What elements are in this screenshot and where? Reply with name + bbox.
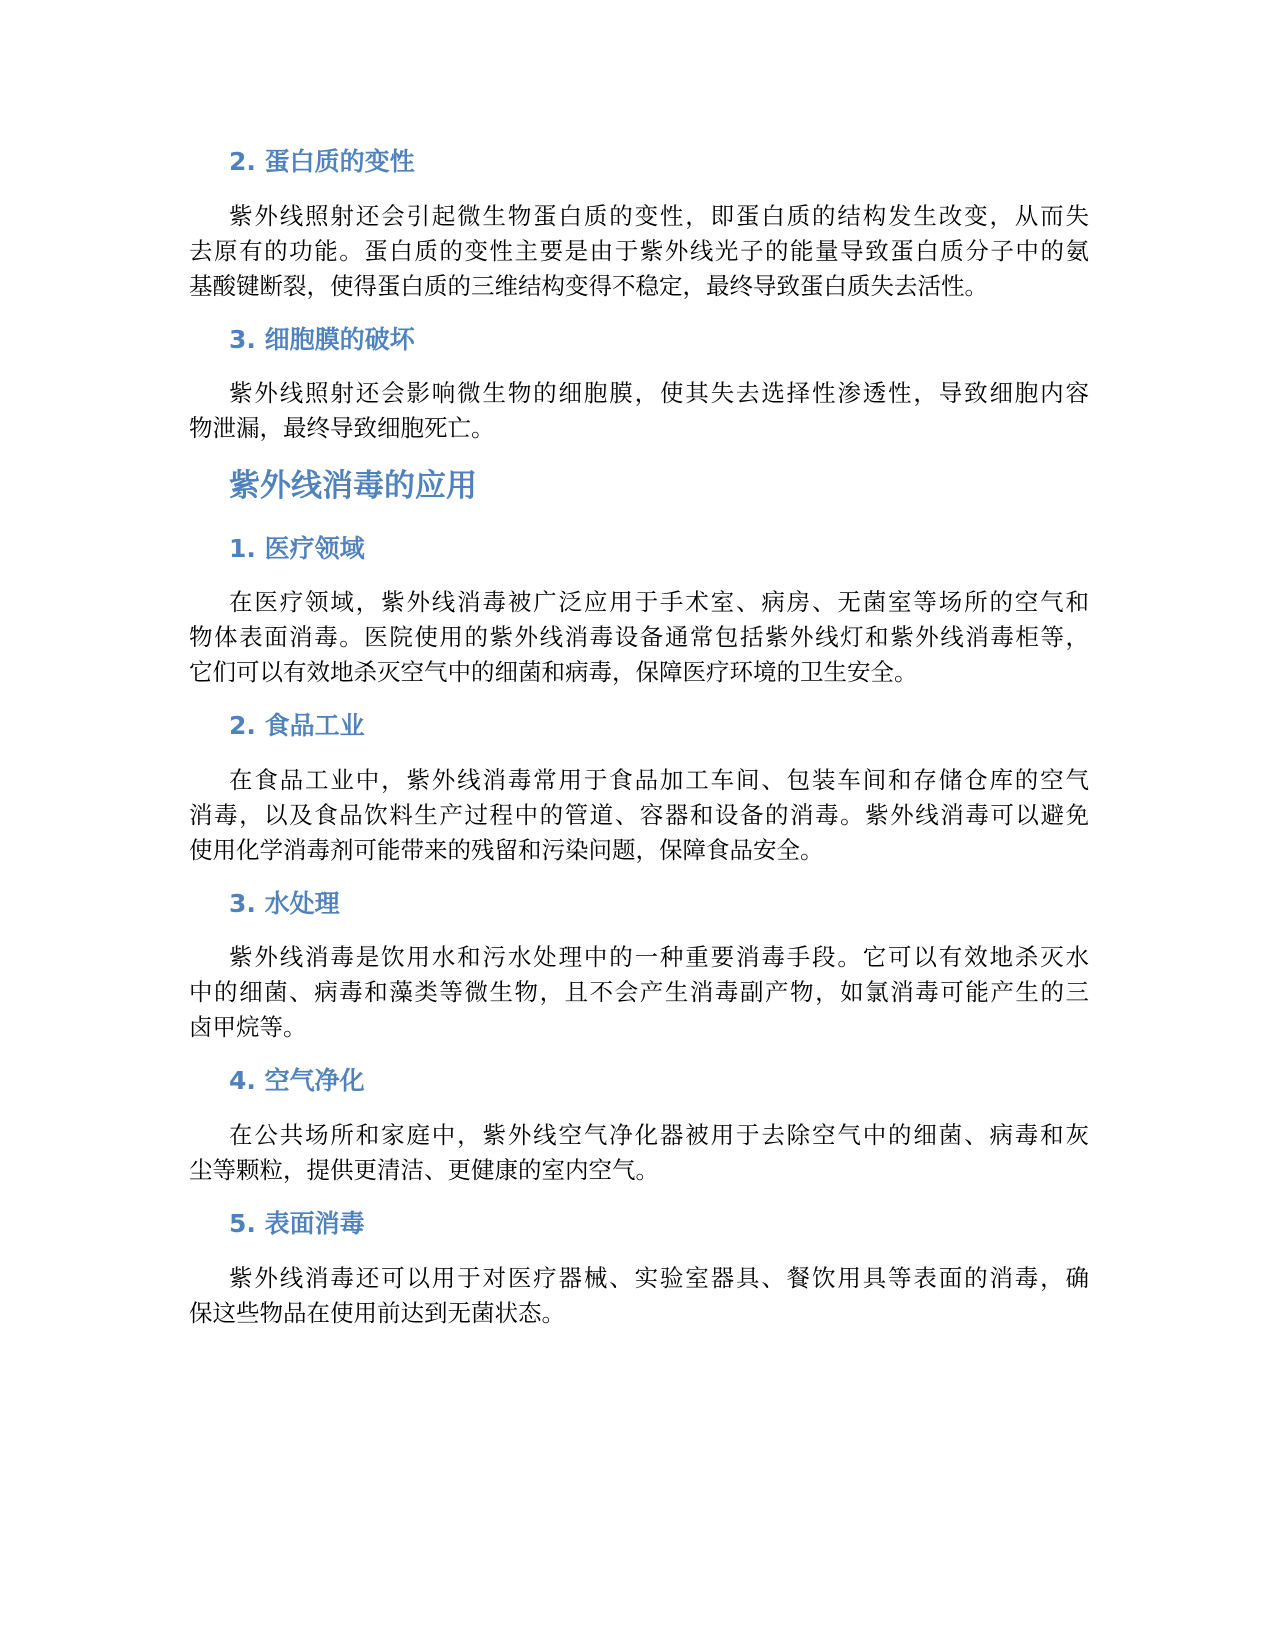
paragraph-line: 物泄漏，最终导致细胞死亡。 bbox=[189, 414, 495, 442]
paragraph-line: 保这些物品在使用前达到无菌状态。 bbox=[189, 1299, 565, 1327]
paragraph-air-purification bbox=[189, 1118, 1089, 1188]
paragraph-line: 物体表面消毒。医院使用的紫外线消毒设备通常包括紫外线灯和紫外线消毒柜等， bbox=[189, 623, 1089, 651]
paragraph-protein-denaturation bbox=[189, 199, 1089, 304]
paragraph-line: 卤甲烷等。 bbox=[189, 1013, 307, 1041]
paragraph-cell-membrane bbox=[189, 376, 1089, 446]
paragraph-water-treatment bbox=[189, 940, 1089, 1045]
paragraph-line: 紫外线照射还会影响微生物的细胞膜，使其失去选择性渗透性，导致细胞内容 bbox=[229, 379, 1089, 407]
paragraph-line: 紫外线消毒是饮用水和污水处理中的一种重要消毒手段。它可以有效地杀灭水 bbox=[229, 943, 1089, 971]
section-heading-food-industry: 2. 食品工业 bbox=[229, 711, 365, 740]
section-heading-water-treatment: 3. 水处理 bbox=[229, 889, 340, 918]
paragraph-medical bbox=[189, 585, 1089, 690]
section-heading-applications: 紫外线消毒的应用 bbox=[229, 468, 477, 504]
section-heading-protein-denaturation: 2. 蛋白质的变性 bbox=[229, 147, 415, 176]
section-heading-medical: 1. 医疗领域 bbox=[229, 534, 365, 563]
paragraph-line: 它们可以有效地杀灭空气中的细菌和病毒，保障医疗环境的卫生安全。 bbox=[189, 658, 918, 686]
paragraph-line: 尘等颗粒，提供更清洁、更健康的室内空气。 bbox=[189, 1156, 659, 1184]
paragraph-line: 去原有的功能。蛋白质的变性主要是由于紫外线光子的能量导致蛋白质分子中的氨 bbox=[189, 237, 1089, 265]
paragraph-line: 在医疗领域，紫外线消毒被广泛应用于手术室、病房、无菌室等场所的空气和 bbox=[229, 588, 1089, 616]
section-heading-air-purification: 4. 空气净化 bbox=[229, 1066, 365, 1095]
paragraph-food-industry bbox=[189, 763, 1089, 868]
paragraph-line: 使用化学消毒剂可能带来的残留和污染问题，保障食品安全。 bbox=[189, 836, 824, 864]
paragraph-line: 消毒，以及食品饮料生产过程中的管道、容器和设备的消毒。紫外线消毒可以避免 bbox=[189, 801, 1089, 829]
paragraph-line: 在公共场所和家庭中，紫外线空气净化器被用于去除空气中的细菌、病毒和灰 bbox=[229, 1121, 1089, 1149]
paragraph-line: 基酸键断裂，使得蛋白质的三维结构变得不稳定，最终导致蛋白质失去活性。 bbox=[189, 272, 988, 300]
paragraph-line: 中的细菌、病毒和藻类等微生物，且不会产生消毒副产物，如氯消毒可能产生的三 bbox=[189, 978, 1089, 1006]
section-heading-surface-disinfection: 5. 表面消毒 bbox=[229, 1209, 365, 1238]
section-heading-cell-membrane: 3. 细胞膜的破坏 bbox=[229, 325, 415, 354]
paragraph-surface-disinfection bbox=[189, 1261, 1089, 1331]
paragraph-line: 紫外线照射还会引起微生物蛋白质的变性，即蛋白质的结构发生改变，从而失 bbox=[229, 202, 1089, 230]
paragraph-line: 在食品工业中，紫外线消毒常用于食品加工车间、包装车间和存储仓库的空气 bbox=[229, 766, 1089, 794]
paragraph-line: 紫外线消毒还可以用于对医疗器械、实验室器具、餐饮用具等表面的消毒，确 bbox=[229, 1264, 1089, 1292]
